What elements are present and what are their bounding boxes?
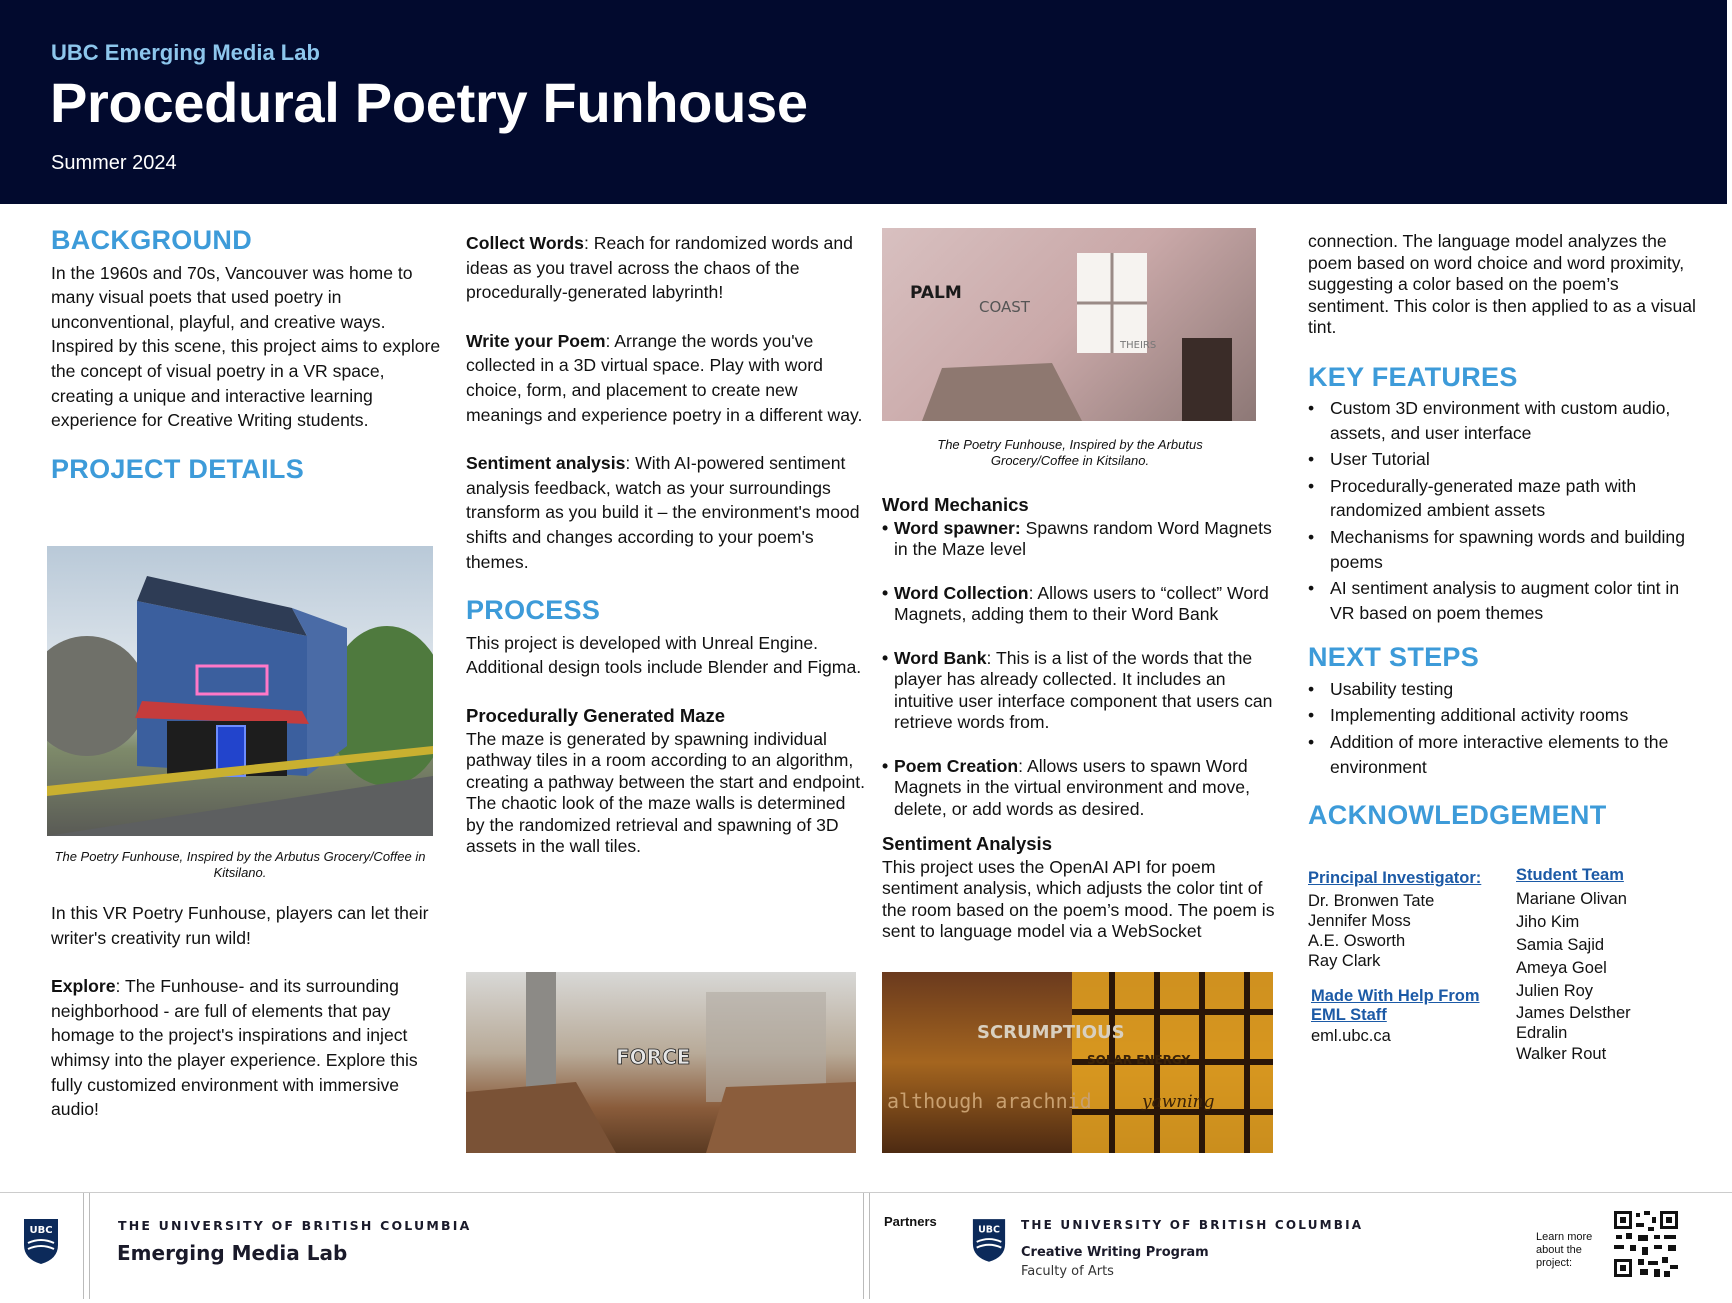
ubc-name: THE UNIVERSITY OF BRITISH COLUMBIA bbox=[118, 1218, 472, 1233]
interior-word-2: COAST bbox=[979, 298, 1030, 316]
collect-label: Collect Words bbox=[466, 233, 584, 253]
qr-code-icon[interactable] bbox=[1612, 1209, 1680, 1284]
mechanic-item bbox=[882, 583, 1277, 626]
student-team-link[interactable]: Student Team bbox=[1516, 866, 1624, 884]
project-details-heading: PROJECT DETAILS bbox=[51, 453, 305, 484]
funhouse-exterior-image bbox=[47, 546, 433, 836]
mechanic-text: : Allows users to spawn Word Magnets in the virtual environment and move, delete, or add words as desired. bbox=[894, 755, 1250, 819]
eml-site: eml.ubc.ca bbox=[1311, 1026, 1391, 1045]
write-label: Write your Poem bbox=[466, 330, 606, 351]
feature-item: • AI sentiment analysis to augment color tint in VR based on poem themes bbox=[1308, 576, 1703, 625]
explore-label: Explore bbox=[51, 976, 116, 997]
next-steps-list bbox=[1308, 677, 1703, 779]
column-3 bbox=[882, 493, 1277, 943]
team-name: Julien Roy bbox=[1516, 981, 1594, 1000]
maze-word: FORCE bbox=[616, 1045, 691, 1069]
background-text: In the 1960s and 70s, Vancouver was home to many visual poets that used poetry in unconventional, playful, and creative ways. Inspired by this scene, this project aims to explore the concept of visual poetry in a VR space, creating a unique and interactive learning experience for Creative Writing students. bbox=[51, 262, 441, 431]
ubc-crest-icon bbox=[22, 1217, 60, 1270]
student-team-block bbox=[1516, 863, 1706, 1066]
background-heading: BACKGROUND bbox=[51, 225, 252, 255]
column-1-lower bbox=[51, 901, 446, 1122]
next-steps-heading: NEXT STEPS bbox=[1308, 642, 1480, 673]
maze-heading: Procedurally Generated Maze bbox=[466, 704, 726, 726]
collect-text: : Reach for randomized words and ideas as you travel across the chaos of the procedurally-generated labyrinth! bbox=[466, 233, 853, 303]
principal-investigator-link[interactable]: Principal Investigator: bbox=[1308, 869, 1482, 887]
mechanic-label: Poem Creation bbox=[894, 755, 1019, 776]
poster-footer bbox=[0, 1192, 1732, 1303]
qr-label: Learn more about the project: bbox=[1536, 1231, 1593, 1269]
mechanic-text: Spawns random Word Magnets in the Maze level bbox=[894, 517, 1272, 560]
ubc-badge-text: UBC bbox=[29, 1225, 53, 1236]
column-1 bbox=[51, 225, 446, 489]
interior-word-1: PALM bbox=[910, 283, 962, 303]
next-step-item: • Implementing additional activity rooms bbox=[1308, 703, 1703, 728]
column-4 bbox=[1308, 231, 1703, 831]
explore-paragraph bbox=[51, 974, 446, 1122]
intro-text: In this VR Poetry Funhouse, players can let their writer's creativity run wild! bbox=[51, 903, 429, 948]
feature-item: • Mechanisms for spawning words and building poems bbox=[1308, 525, 1703, 574]
lab-name: UBC Emerging Media Lab bbox=[51, 40, 320, 65]
sentiment-label: Sentiment analysis bbox=[466, 453, 626, 474]
interior-render-image bbox=[882, 228, 1256, 421]
maze-text: The maze is generated by spawning individual pathway tiles in a room according to an algorithm, creating a pathway between the start and endpoint. The chaotic look of the maze walls is determined by the randomized retrieval and spawning of 3D assets in the wall tiles. bbox=[466, 728, 866, 856]
collect-paragraph bbox=[466, 231, 866, 305]
pi-name: Dr. Bronwen Tate bbox=[1308, 891, 1435, 910]
write-paragraph bbox=[466, 329, 866, 427]
eml-name: Emerging Media Lab bbox=[117, 1241, 348, 1265]
sentiment-analysis-text: This project uses the OpenAI API for poem sentiment analysis, which adjusts the color tint of the room based on the poem’s mood. The poem is sent to language model via a WebSocket bbox=[882, 856, 1275, 942]
team-name: Jiho Kim bbox=[1516, 912, 1580, 931]
mechanic-label: Word Bank bbox=[894, 647, 987, 668]
pi-names bbox=[1308, 891, 1508, 971]
footer-divider bbox=[863, 1193, 864, 1299]
mechanic-label: Word spawner: bbox=[894, 517, 1021, 538]
team-names bbox=[1516, 888, 1706, 1066]
sentiment-scene bbox=[882, 972, 1273, 1153]
acknowledgement-heading: ACKNOWLEDGEMENT bbox=[1308, 800, 1607, 831]
pi-name: Jennifer Moss bbox=[1308, 911, 1411, 930]
sentiment-word-2: SOLAR ENERGY bbox=[1087, 1053, 1191, 1067]
sentiment-word-1: SCRUMPTIOUS bbox=[977, 1022, 1125, 1043]
interior-word-3: THEIRS bbox=[1120, 340, 1157, 351]
mechanic-item bbox=[882, 756, 1277, 821]
team-name: Ameya Goel bbox=[1516, 958, 1607, 977]
next-step-item: • Usability testing bbox=[1308, 677, 1703, 702]
next-step-item: • Addition of more interactive elements to the environment bbox=[1308, 730, 1703, 779]
column-2 bbox=[466, 231, 866, 858]
exterior-image-caption: The Poetry Funhouse, Inspired by the Arbutus Grocery/Coffee in Kitsilano. bbox=[54, 849, 426, 880]
funhouse-scene bbox=[47, 546, 433, 836]
sentiment-paragraph bbox=[466, 451, 866, 574]
sentiment-word-3: although arachnid bbox=[887, 1089, 1092, 1113]
mechanic-text: : Allows users to “collect” Word Magnets, adding them to their Word Bank bbox=[894, 582, 1269, 625]
team-name: James Delsther Edralin bbox=[1516, 1003, 1631, 1042]
poster-header bbox=[0, 0, 1727, 204]
features-list bbox=[1308, 396, 1703, 625]
partner-program: Creative Writing Program bbox=[1021, 1245, 1209, 1260]
interior-scene bbox=[882, 228, 1256, 421]
sentiment-word-4: yawning bbox=[1142, 1092, 1215, 1112]
sentiment-analysis-heading: Sentiment Analysis bbox=[882, 833, 1052, 855]
feature-item: • Procedurally-generated maze path with randomized ambient assets bbox=[1308, 474, 1703, 523]
mechanic-item bbox=[882, 518, 1277, 561]
season-label: Summer 2024 bbox=[51, 152, 177, 174]
partners-label: Partners bbox=[884, 1214, 937, 1229]
footer-divider bbox=[83, 1193, 84, 1299]
mechanic-label: Word Collection bbox=[894, 582, 1029, 603]
maze-render-image bbox=[466, 972, 856, 1153]
sentiment-render-image bbox=[882, 972, 1273, 1153]
team-name: Samia Sajid bbox=[1516, 935, 1605, 954]
write-text: : Arrange the words you've collected in a 3D virtual space. Play with word choice, form, and placement to create new meanings and experience poetry in a different way. bbox=[466, 330, 863, 425]
process-text: This project is developed with Unreal Engine. Additional design tools include Blender and Figma. bbox=[466, 632, 862, 678]
eml-staff-link[interactable]: Made With Help From EML Staff bbox=[1311, 986, 1480, 1024]
partner-faculty: Faculty of Arts bbox=[1021, 1264, 1114, 1279]
continued-text: connection. The language model analyzes the poem based on word choice and word proximity, suggesting a color based on the poem’s sentiment. This color is then applied to as a visual tint. bbox=[1308, 231, 1696, 337]
investigators-block bbox=[1308, 866, 1508, 1048]
interior-image-caption: The Poetry Funhouse, Inspired by the Arbutus Grocery/Coffee in Kitsilano. bbox=[937, 437, 1203, 468]
process-heading: PROCESS bbox=[466, 595, 601, 626]
partner-ubc-name: THE UNIVERSITY OF BRITISH COLUMBIA bbox=[1021, 1218, 1364, 1232]
maze-scene bbox=[466, 972, 856, 1153]
feature-item: • User Tutorial bbox=[1308, 447, 1703, 472]
team-name: Mariane Olivan bbox=[1516, 889, 1627, 908]
mechanic-text: : This is a list of the words that the player has already collected. It includes an intuitive user interface component that users can retrieve words from. bbox=[894, 647, 1273, 733]
footer-divider bbox=[89, 1193, 90, 1299]
partner-ubc-crest-icon bbox=[971, 1217, 1007, 1268]
feature-item: • Custom 3D environment with custom audio, assets, and user interface bbox=[1308, 396, 1703, 445]
sentiment-text: : With AI-powered sentiment analysis feedback, watch as your surroundings transform as you build it – the environment's mood shifts and changes according to your poem's themes. bbox=[466, 453, 860, 572]
mechanics-heading: Word Mechanics bbox=[882, 494, 1029, 515]
mechanic-item bbox=[882, 648, 1277, 734]
pi-name: A.E. Osworth bbox=[1308, 931, 1406, 950]
pi-name: Ray Clark bbox=[1308, 951, 1381, 970]
poster-title: Procedural Poetry Funhouse bbox=[50, 71, 808, 134]
team-name: Walker Rout bbox=[1516, 1044, 1607, 1063]
explore-text: : The Funhouse- and its surrounding neighborhood - are full of elements that pay homage to the project's inspirations and inject whimsy into the player experience. Explore this fully customized environment with immersive audio! bbox=[51, 976, 418, 1120]
key-features-heading: KEY FEATURES bbox=[1308, 361, 1518, 392]
footer-divider bbox=[869, 1193, 870, 1299]
partner-badge-text: UBC bbox=[978, 1224, 1000, 1236]
